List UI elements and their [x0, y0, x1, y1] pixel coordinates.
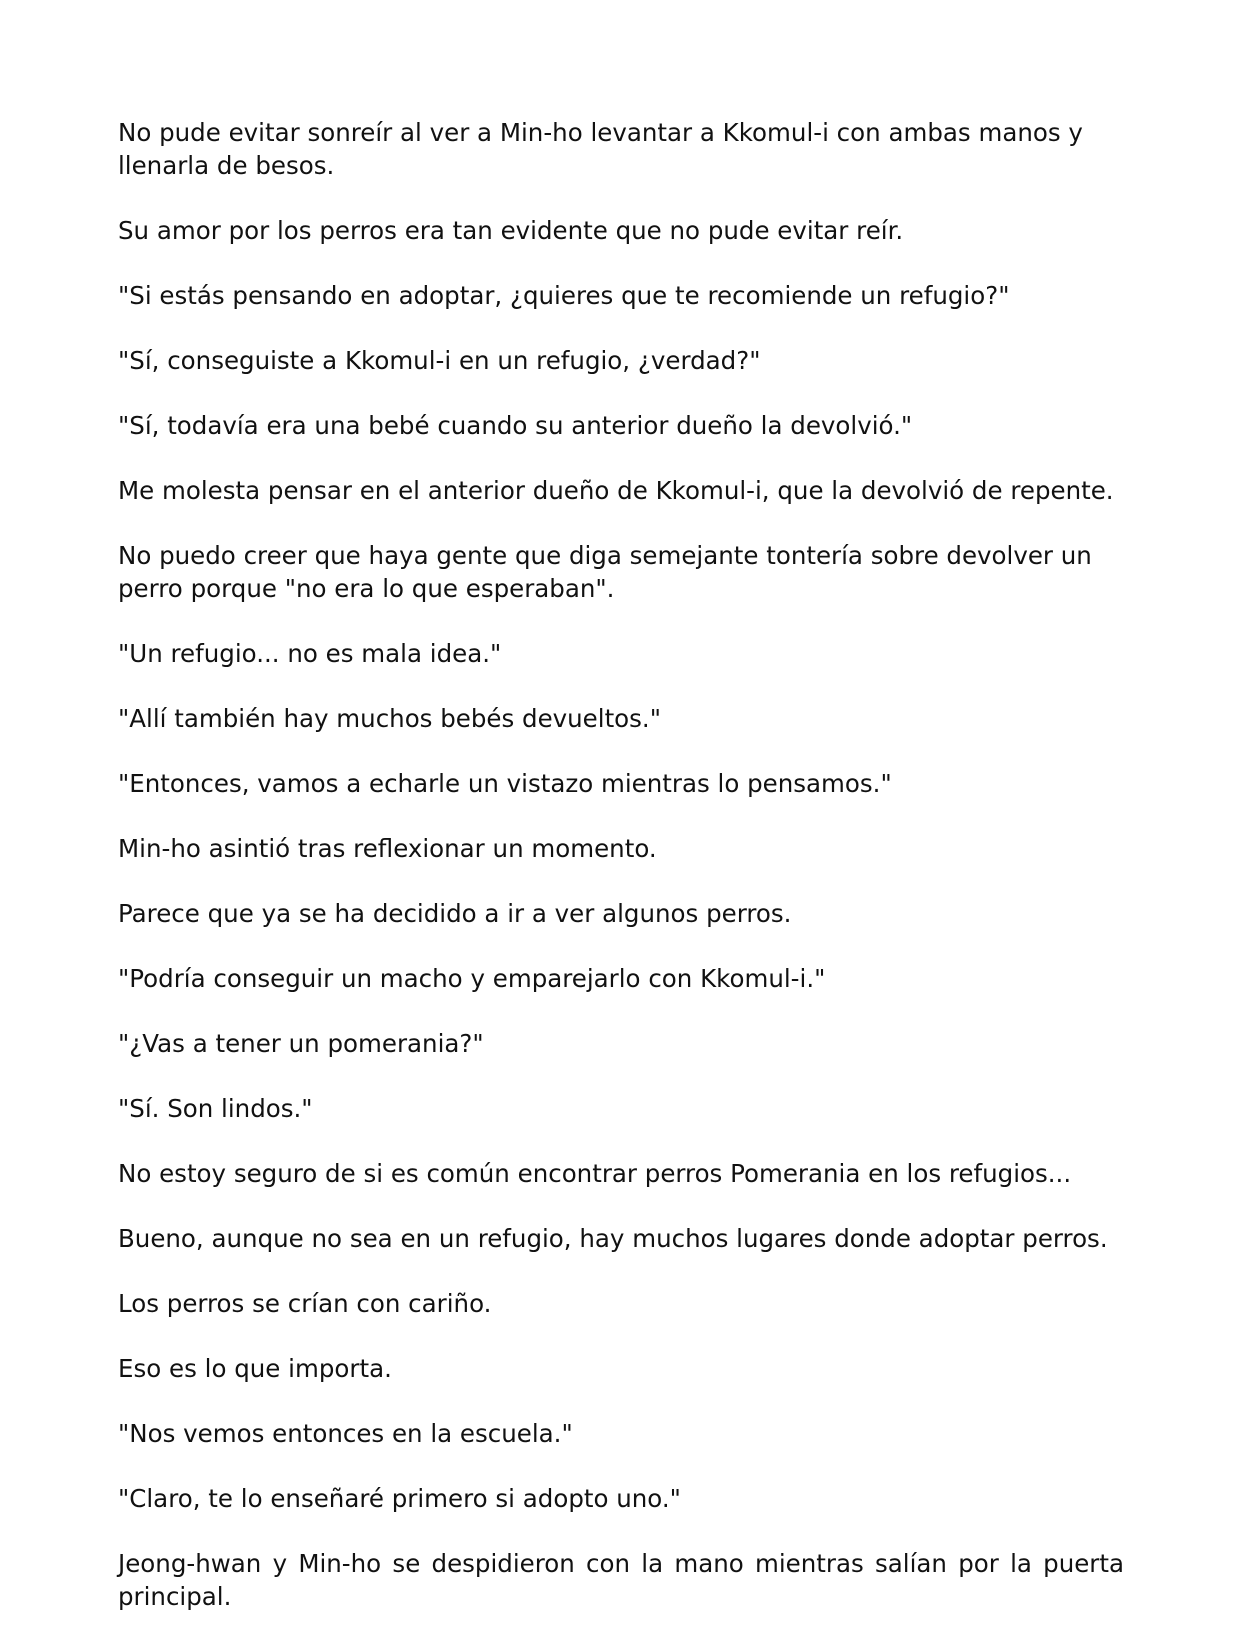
paragraph-4: "Sí, conseguiste a Kkomul-i en un refugio, ¿verdad?"	[118, 346, 761, 375]
paragraph-10: "Entonces, vamos a echarle un vistazo mientras lo pensamos."	[118, 769, 892, 798]
paragraph-6: Me molesta pensar en el anterior dueño de Kkomul-i, que la devolvió de repente.	[118, 476, 1114, 505]
paragraph-11: Min-ho asintió tras reflexionar un momento.	[118, 834, 657, 863]
paragraph-22: Jeong-hwan y Min-ho se despidieron con la mano mientras salían por la puerta principal.	[118, 1549, 1124, 1611]
paragraph-7: No puedo creer que haya gente que diga semejante tontería sobre devolver un perro porque "no era lo que esperaban".	[118, 541, 1092, 603]
paragraph-8: "Un refugio... no es mala idea."	[118, 639, 502, 668]
paragraph-13: "Podría conseguir un macho y emparejarlo con Kkomul-i."	[118, 964, 826, 993]
paragraph-1: No pude evitar sonreír al ver a Min-ho levantar a Kkomul-i con ambas manos y llenarla de besos.	[118, 118, 1083, 180]
paragraph-2: Su amor por los perros era tan evidente que no pude evitar reír.	[118, 216, 904, 245]
paragraph-15: "Sí. Son lindos."	[118, 1094, 313, 1123]
paragraph-5: "Sí, todavía era una bebé cuando su anterior dueño la devolvió."	[118, 411, 913, 440]
paragraph-14: "¿Vas a tener un pomerania?"	[118, 1029, 484, 1058]
paragraph-20: "Nos vemos entonces en la escuela."	[118, 1419, 573, 1448]
paragraph-21: "Claro, te lo enseñaré primero si adopto uno."	[118, 1484, 681, 1513]
paragraph-12: Parece que ya se ha decidido a ir a ver algunos perros.	[118, 899, 792, 928]
paragraph-17: Bueno, aunque no sea en un refugio, hay muchos lugares donde adoptar perros.	[118, 1224, 1108, 1253]
paragraph-19: Eso es lo que importa.	[118, 1354, 392, 1383]
paragraph-18: Los perros se crían con cariño.	[118, 1289, 492, 1318]
paragraph-16: No estoy seguro de si es común encontrar perros Pomerania en los refugios...	[118, 1159, 1072, 1188]
paragraph-3: "Si estás pensando en adoptar, ¿quieres que te recomiende un refugio?"	[118, 281, 1010, 310]
paragraph-9: "Allí también hay muchos bebés devueltos."	[118, 704, 661, 733]
document-page	[118, 116, 1124, 1645]
